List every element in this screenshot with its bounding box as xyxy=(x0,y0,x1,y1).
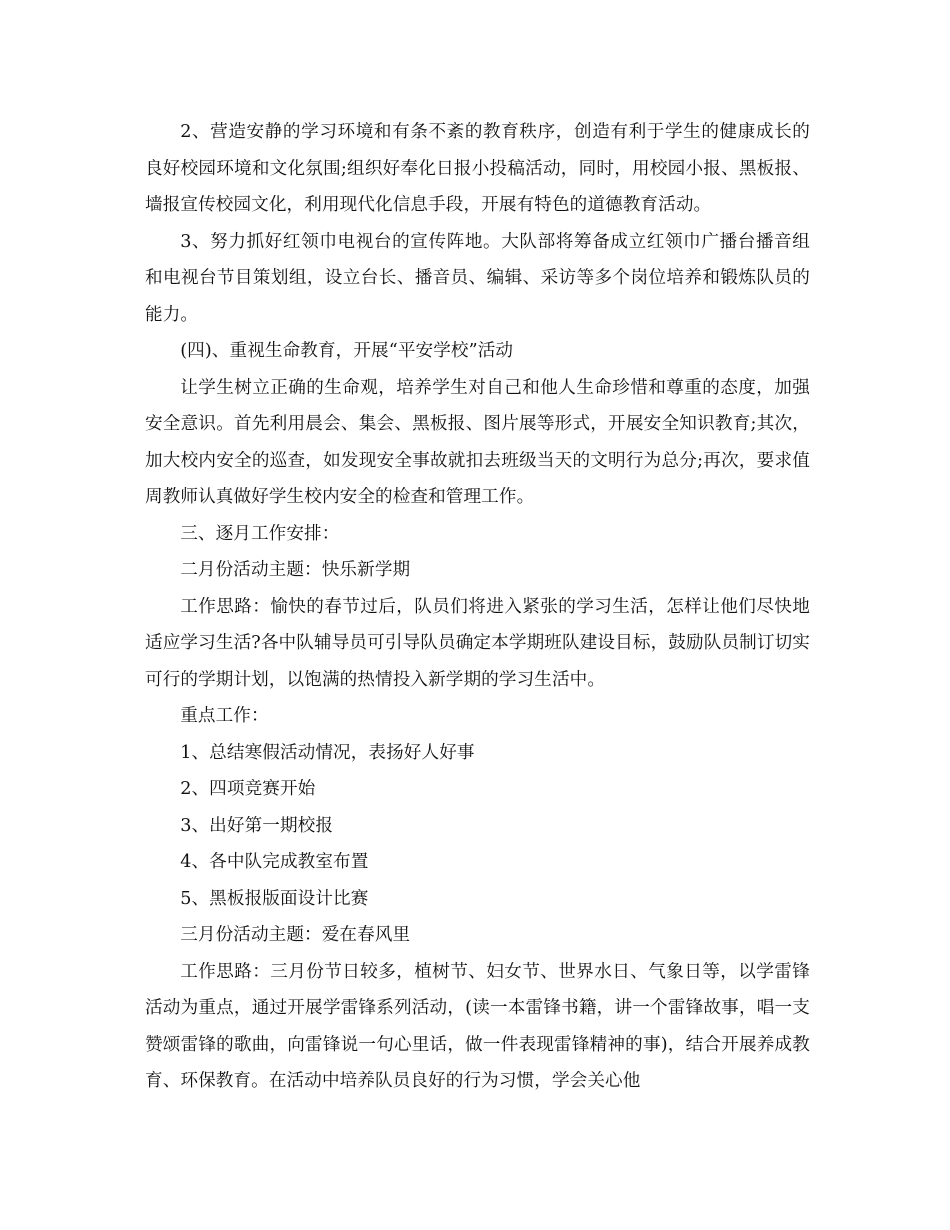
section-heading-monthly-plan: 三、逐月工作安排： xyxy=(180,523,340,544)
paragraph-item-2: 2、营造安静的学习环境和有条不紊的教育秩序，创造有利于学生的健康成长的良好校园环境和文化氛围;组织好奉化日报小投稿活动，同时，用校园小报、黑板报、墙报宣传校园文化，利用现代化信息手段，开展有特色的道德教育活动。 xyxy=(145,122,810,215)
key-work-item-5: 5、黑板报版面设计比赛 xyxy=(180,888,369,909)
document-body xyxy=(145,114,810,1100)
march-work-idea: 工作思路：三月份节日较多，植树节、妇女节、世界水日、气象日等，以学雷锋活动为重点，通过开展学雷锋系列活动，(读一本雷锋书籍，讲一个雷锋故事，唱一支赞颂雷锋的歌曲，向雷锋说一句心里话，做一件表现雷锋精神的事)，结合开展养成教育、环保教育。在活动中培养队员良好的行为习惯，学会关心他 xyxy=(145,961,810,1091)
key-work-heading: 重点工作： xyxy=(180,706,269,726)
key-work-item-1: 1、总结寒假活动情况，表扬好人好事 xyxy=(180,742,475,763)
key-work-item-2: 2、四项竞赛开始 xyxy=(180,779,316,799)
paragraph-life-education: 让学生树立正确的生命观，培养学生对自己和他人生命珍惜和尊重的态度，加强安全意识。首先利用晨会、集会、黑板报、图片展等形式，开展安全知识教育;其次，加大校内安全的巡查，如发现安全事故就扣去班级当天的文明行为总分;再次，要求值周教师认真做好学生校内安全的检查和管理工作。 xyxy=(145,377,810,507)
section-heading-4: (四)、重视生命教育，开展“平安学校”活动 xyxy=(180,341,514,361)
key-work-item-4: 4、各中队完成教室布置 xyxy=(180,852,369,872)
february-theme: 二月份活动主题：快乐新学期 xyxy=(180,560,411,580)
february-work-idea: 工作思路：愉快的春节过后，队员们将进入紧张的学习生活，怎样让他们尽快地适应学习生活?各中队辅导员可引导队员确定本学期班队建设目标，鼓励队员制订切实可行的学期计划，以饱满的热情投入新学期的学习生活中。 xyxy=(145,596,810,690)
paragraph-item-3: 3、努力抓好红领巾电视台的宣传阵地。大队部将筹备成立红领巾广播台播音组和电视台节目策划组，设立台长、播音员、编辑、采访等多个岗位培养和锻炼队员的能力。 xyxy=(145,231,810,325)
march-theme: 三月份活动主题：爱在春风里 xyxy=(180,925,411,945)
key-work-item-3: 3、出好第一期校报 xyxy=(180,815,334,836)
